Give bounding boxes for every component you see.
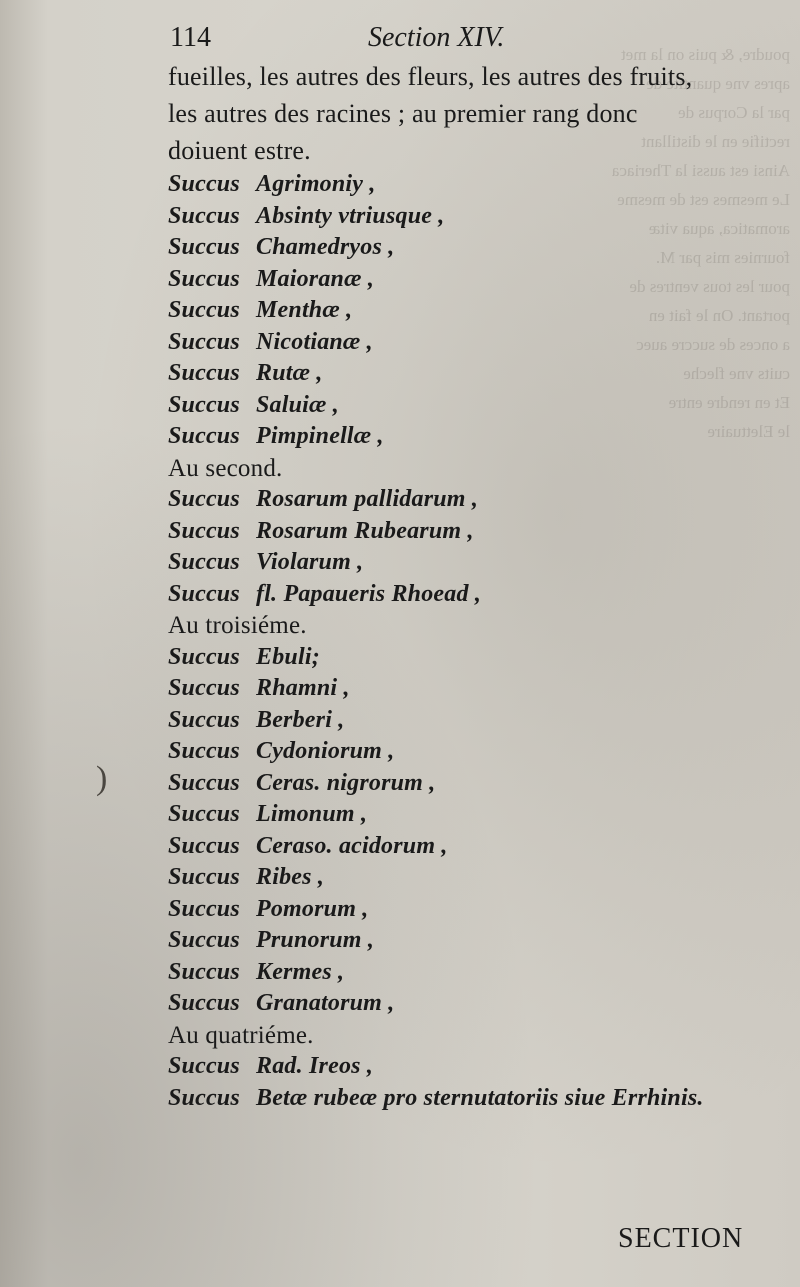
succus-entry [168,705,778,737]
entry-label: Succus [168,328,240,355]
succus-entry [168,169,778,201]
entry-name: Prunorum , [256,927,375,953]
succus-entry [168,831,778,863]
entry-name: Violarum , [256,549,364,575]
section-heading: Au troisiéme. [168,612,307,639]
succus-entry [168,390,778,422]
entry-label: Succus [168,517,240,544]
margin-mark: ) [96,760,108,797]
entry-name: Rhamni , [256,675,350,701]
succus-entry [168,327,778,359]
entry-name: Ceras. nigrorum , [256,769,436,796]
entry-name: Saluiæ , [256,391,339,418]
entry-label: Succus [168,580,240,607]
succus-entry [168,799,778,831]
entry-name: Ebuli; [256,643,320,670]
entry-name: Chamedryos , [256,234,395,260]
entry-name: Rosarum Rubearum , [256,517,474,544]
succus-entry [168,988,778,1020]
entry-label: Succus [168,958,240,985]
succus-entry [168,736,778,768]
entry-label: Succus [168,265,240,292]
entry-label: Succus [168,801,240,827]
entry-name: Pomorum , [256,895,369,922]
entry-label: Succus [168,643,240,670]
succus-entry [168,925,778,957]
entry-label: Succus [168,171,240,197]
succus-entry [168,295,778,327]
succus-entry [168,1051,778,1083]
entry-name: Kermes , [256,958,345,985]
succus-entry [168,768,778,800]
entry-label: Succus [168,391,240,418]
intro-line: fueilles, les autres des fleurs, les autres des fruits, [168,62,693,91]
entry-label: Succus [168,202,240,229]
entry-name: Maioranæ , [256,265,375,292]
succus-entry [168,894,778,926]
succus-entry [168,862,778,894]
entry-label: Succus [168,675,240,701]
entry-name: Berberi , [256,706,345,733]
intro-line: doiuent estre. [168,136,311,165]
succus-list [168,169,778,1114]
succus-entry [168,547,778,579]
entry-label: Succus [168,423,240,449]
entry-label: Succus [168,486,240,512]
entry-name: Rad. Ireos , [256,1053,374,1079]
section-heading: Au second. [168,454,283,482]
entry-name: Betæ rubeæ pro sternutatoriis siue Errhinis. [256,1084,704,1111]
entry-label: Succus [168,360,240,386]
entry-name: Agrimoniy , [256,171,376,197]
succus-entry [168,642,778,674]
entry-name: Absinty vtriusque , [256,202,445,229]
entry-label: Succus [168,297,240,323]
succus-entry [168,201,778,233]
entry-name: Nicotianæ , [256,328,373,355]
entry-label: Succus [168,738,240,764]
page-number: 114 [170,22,211,53]
entry-name: fl. Papaueris Rhoead , [256,580,482,607]
entry-name: Rutæ , [256,360,323,386]
succus-entry [168,516,778,548]
succus-entry [168,264,778,296]
running-header [170,22,770,58]
entry-label: Succus [168,1053,240,1079]
entry-name: Ribes , [256,864,325,890]
text-block [168,58,778,1114]
entry-label: Succus [168,234,240,260]
succus-entry [168,673,778,705]
entry-label: Succus [168,706,240,733]
entry-name: Rosarum pallidarum , [256,486,479,512]
entry-label: Succus [168,1084,240,1111]
entry-name: Ceraso. acidorum , [256,832,448,859]
succus-entry [168,484,778,516]
entry-name: Limonum , [256,801,368,827]
entry-label: Succus [168,927,240,953]
entry-name: Menthæ , [256,297,353,323]
succus-entry [168,358,778,390]
entry-label: Succus [168,864,240,890]
entry-label: Succus [168,769,240,796]
catchword: SECTION [618,1223,744,1254]
entry-label: Succus [168,990,240,1016]
succus-entry [168,579,778,611]
succus-entry [168,1083,778,1115]
running-title: Section XIV. [368,22,505,53]
succus-entry [168,957,778,989]
section-heading: Au quatriéme. [168,1021,314,1049]
entry-name: Pimpinellæ , [256,423,384,449]
succus-entry [168,421,778,453]
intro-line: les autres des racines ; au premier rang donc [168,99,638,128]
succus-entry [168,232,778,264]
entry-name: Cydoniorum , [256,738,395,764]
entry-label: Succus [168,832,240,859]
entry-name: Granatorum , [256,990,395,1016]
entry-label: Succus [168,895,240,922]
entry-label: Succus [168,549,240,575]
bleed-through-texture: poudre, & puis on la met apres vne quantite de par la Corpus de rectifie en le distillant Ainsi est aussi la Theriaca Le mesmes est de mesme aromatica, aqua vitæ fournies mis par M. pour les tous ventres de portant. On le fait en a onces de succre auec cuits vne fleche Et en rendre entre le Elettuaire [611,45,790,441]
